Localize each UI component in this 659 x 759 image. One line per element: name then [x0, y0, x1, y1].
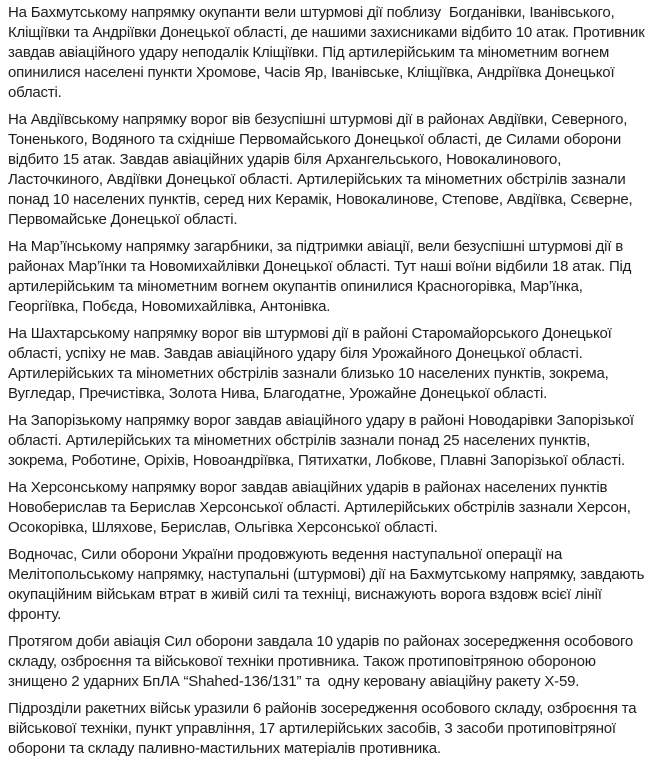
paragraph-kherson-direction: На Херсонському напрямку ворог завдав авіаційних ударів в районах населених пунктів Новоберислав та Берислав Херсонської області. Артилерійських обстрілів зазнали Херсон, Осокорівка, Шляхове, Берислав, Ольгівка Херсонської області.: [8, 479, 635, 536]
paragraph-avdiivka-direction: На Авдіївському напрямку ворог вів безуспішні штурмові дії в районах Авдіївки, Северного, Тоненького, Водяного та східніше Первомайського Донецької області, де Силами оборони відбито 15 атак. Завдав авіаційних ударів біля Архангельського, Новокалинового, Ласточкиного, Авдіївки Донецької області. Артилерійських та мінометних обстрілів зазнали понад 10 населених пунктів, серед них Керамік, Новокалинове, Степове, Авдіївка, Сєверне, Первомайське Донецької області.: [8, 111, 637, 228]
paragraph-aviation-strikes: Протягом доби авіація Сил оборони завдала 10 ударів по районах зосередження особового складу, озброєння та військової техніки противника. Також протиповітряною обороною знищено 2 ударних БпЛА “Shahed-136/131” та одну керовану авіаційну ракету Х-59.: [8, 633, 638, 690]
paragraph-missile-forces: Підрозділи ракетних військ уразили 6 районів зосередження особового складу, озброєння та військової техніки, пункт управління, 17 артилерійських засобів, 3 засоби протиповітряної оборони та складу паливно-мастильних матеріалів противника.: [8, 700, 641, 757]
paragraph-offensive-operations: Водночас, Сили оборони України продовжують ведення наступальної операції на Мелітопольському напрямку, наступальні (штурмові) дії на Бахмутському напрямку, завдають окупаційним військам втрат в живій силі та техніці, виснажують ворога вздовж всієї лінії фронту.: [8, 546, 649, 623]
paragraph-shakhtarsk-direction: На Шахтарському напрямку ворог вів штурмові дії в районі Старомайорського Донецької області, успіху не мав. Завдав авіаційного удару біля Урожайного Донецької області. Артилерійських та мінометних обстрілів зазнали близько 10 населених пунктів, зокрема, Вугледар, Пречистівка, Золота Нива, Благодатне, Урожайне Донецької області.: [8, 325, 616, 402]
paragraph-bakhmut-direction: На Бахмутському напрямку окупанти вели штурмові дії поблизу Богданівки, Іванівського, Кліщіївки та Андріївки Донецької області, де нашими захисниками відбито 10 атак. Противник завдав авіаційного удару неподалік Кліщіївки. Під артилерійським та мінометним вогнем опинилися населені пункти Хромове, Часів Яр, Іванівське, Кліщіївка, Андріївка Донецької області.: [8, 4, 649, 101]
paragraph-zaporizhzhia-direction: На Запорізькому напрямку ворог завдав авіаційного удару в районі Новодарівки Запорізької області. Артилерійських та мінометних обстрілів зазнали понад 25 населених пунктів, зокрема, Роботине, Оріхів, Новоандріївка, Пятихатки, Лобкове, Плавні Запорізької області.: [8, 412, 638, 469]
paragraph-marinka-direction: На Мар’їнському напрямку загарбники, за підтримки авіації, вели безуспішні штурмові дії в районах Мар’їнки та Новомихайлівки Донецької області. Тут наші воїни відбили 18 атак. Під артилерійським та мінометним вогнем окупантів опинилися Красногорівка, Мар’їнка, Георгіївка, Побєда, Новомихайлівка, Антонівка.: [8, 238, 636, 315]
